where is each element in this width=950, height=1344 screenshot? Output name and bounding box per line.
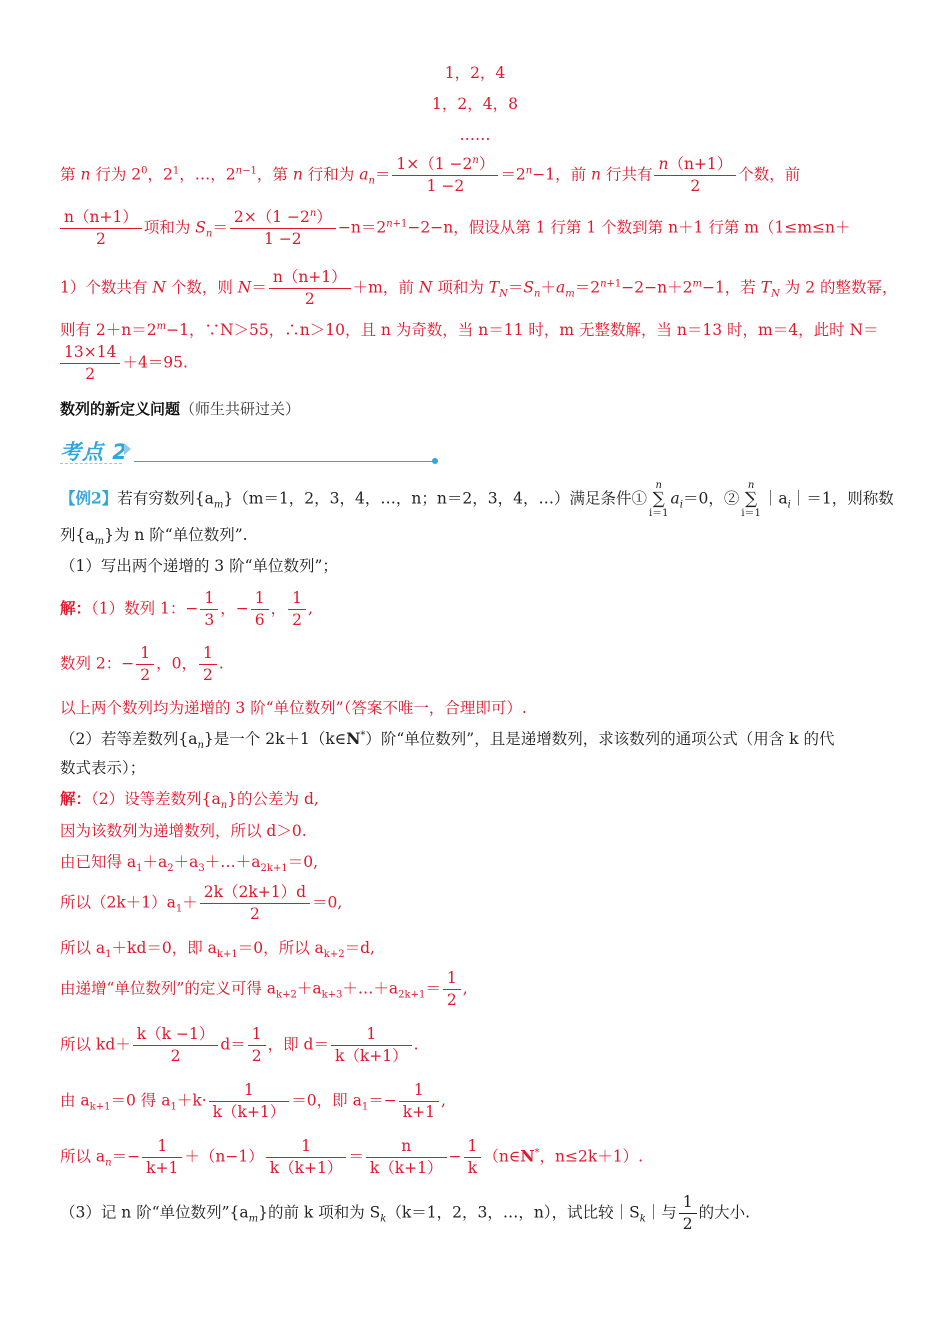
summation-1: n ∑ i＝1 [648,480,669,519]
fraction-1-6: $\frac{1}{6}$ [251,588,269,631]
fraction-count: $\frac{n(n+1)}{2}$ [654,154,736,197]
answer-2-line-6: 由递增“单位数列”的定义可得 $a_{k+2}+a_{k+3}+\dots+a_{2k+1}=$ $\frac{1}{2}$ , [60,969,468,1009]
solution-line-3: 1）个数共有 N 个数，则 N＝ $\frac{n(n+1)}{2}$ ＋m，前 N 项和为 $T_N=S_n+a_m=2^{n+1}-2-n+2^m-1$，若 $T_N$ 为 2 的整数幂， [60,268,898,308]
solution-line-1: 第 n 行为 $2^0$，$2^1$，…，$2^{n-1}$，第 n 行和为 $a_n=$ $\frac{1\times(1 -2^n)}{1 -2}$ $=2^n-1$，前 n 行共有 $\frac{n(n+1)}{2}$ 个数，前 [60,154,801,195]
answer-1-line-2: 数列 2：− $\frac{1}{2}$ ，0， $\frac{1}{2}$ . [60,644,224,684]
triangle-row-3: 1，2，4 [444,64,506,82]
solution-line-2: $\frac{n(n+1)}{2}$ 项和为 $S_n=$ $\frac{2\times(1 -2^n)}{1 -2}$ $-n=2^{n+1}-2-n$，假设从第 1 行第 1 个数到第 n＋1 行第 m（1≤m≤n＋ [60,207,892,250]
play-arrow-icon [124,443,131,455]
fraction-1-kk1: $\frac{1}{k(k+1)}$ [209,1080,290,1123]
fraction-1-2-a: $\frac{1}{2}$ [136,643,154,686]
fraction-k-k-1: $\frac{k(k -1)}{2}$ [133,1024,219,1067]
fraction-count-2: $\frac{n(n+1)}{2}$ [60,207,142,250]
kaodian-banner [60,434,440,470]
triangle-row-4: 1，2，4，8 [432,95,518,113]
fraction-half-1: $\frac{1}{2}$ [443,968,461,1011]
answer-2-line-4: 所以$(2k+1)a_1+$ $\frac{2k(2k+1)d}{2}$ ＝0, [60,883,343,923]
fraction-l9-4: $\frac{1}{k}$ [464,1136,482,1179]
fraction-d-value: $\frac{1}{k(k+1)}$ [331,1024,412,1067]
fraction-l9-2: $\frac{1}{k(k+1)}$ [266,1136,347,1179]
question-1: （1）写出两个递增的 3 阶“单位数列”； [60,557,338,575]
answer-2-line-1: 解：（2）设等差数列$\{a_n\}$的公差为 d, [60,789,319,812]
fraction-1-2-b: $\frac{1}{2}$ [199,643,217,686]
kaodian-label: 考点 2 [60,440,128,464]
fraction-N: $\frac{n(n+1)}{2}$ [269,267,351,310]
example-tag: 【例2】 [60,488,118,508]
answer-1-line-1: 解：（1）数列 1：− $\frac{1}{3}$ ，− $\frac{1}{6}$ ， $\frac{1}{2}$ , [60,589,313,629]
example-statement-line-2: 列$\{a_m\}$为 n 阶“单位数列”. [60,526,248,548]
question-2-line-2: 数式表示）； [60,759,146,777]
solution-line-4: 则有 $2+n=2^m-1$，∵N＞55，∴n＞10，且 n 为奇数，当 n＝11 时，m 无整数解，当 n＝13 时，m＝4，此时 N＝ [60,320,879,339]
answer-1-line-3: 以上两个数列均为递增的 3 阶“单位数列”（答案不唯一，合理即可）. [60,699,527,717]
solution-line-5: $\frac{13\times 14}{2}$ ＋4＝95. [60,342,892,385]
summation-2: n ∑ i＝1 [741,480,761,519]
question-2-line-1: （2）若等差数列$\{a_n\}$是一个 2k＋1（k∈N*）阶“单位数列”，且是递增数列，求该数列的通项公式（用含 k 的代 [60,729,835,752]
answer-2-line-9: 所以 $a_n=-$ $\frac{1}{k+1}$ ＋（n−1） $\frac{1}{k(k+1)}$ ＝ $\frac{n}{k(k+1)}$ − $\frac{1}{k}$ （n∈N*，n≤2k＋1）. [60,1137,644,1177]
fraction-half-2: $\frac{1}{2}$ [248,1024,266,1067]
fraction-1-3: $\frac{1}{3}$ [200,588,218,631]
kaodian-dot-icon [432,458,438,464]
fraction-half-q3: $\frac{1}{2}$ [679,1192,697,1235]
fraction-13x14: $\frac{13\times 14}{2}$ [60,342,120,385]
answer-2-line-2: 因为该数列为递增数列，所以 d＞0. [60,822,307,840]
example-statement-line-1: 【例2】若有穷数列$\{a_m\}(m=1$，2，3，4，…，n；n＝2，3，4，…）满足条件① n ∑ i＝1 $a_i=0$，② n ∑ i＝1 $|a_i|=1$，则称数 [60,480,894,519]
answer-2-line-7: 所以 kd＋ $\frac{k(k -1)}{2}$ d＝ $\frac{1}{2}$ ，即 d＝ $\frac{1}{k(k+1)}$ . [60,1025,419,1065]
answer-2-line-3: 由已知得 $a_1+a_2+a_3+\dots+a_{2k+1}=0$, [60,853,319,875]
fraction-sn: $\frac{2\times(1 -2^n)}{1 -2}$ [230,207,336,250]
fraction-l9-3: $\frac{n}{k(k+1)}$ [366,1136,447,1179]
fraction-an: $\frac{1\times(1 -2^n)}{1 -2}$ [392,154,498,197]
section-title: 数列的新定义问题（师生共研过关） [60,400,301,418]
answer-2-line-5: 所以 $a_1+kd=0$，即 $a_{k+1}=0$，所以 $a_{k+2}=d$, [60,939,375,961]
fraction-sum-d: $\frac{2k(2k+1)d}{2}$ [200,882,310,925]
kaodian-underline [60,463,122,464]
question-3: （3）记 n 阶“单位数列$”\{a_m\}$的前 k 项和为 $S_k(k=1$，2，3，…，n），试比较$|S_k|$与 $\frac{1}{2}$ 的大小. [60,1193,751,1233]
answer-2-line-8: 由 $a_{k+1}=0$ 得 $a_1+k\cdot$ $\frac{1}{k(k+1)}$ ＝0，即 $a_1=-$ $\frac{1}{k+1}$ , [60,1081,446,1121]
fraction-l9-1: $\frac{1}{k+1}$ [142,1136,182,1179]
kaodian-rule [134,461,434,462]
triangle-ellipsis: …… [459,126,491,144]
fraction-1-2: $\frac{1}{2}$ [288,588,306,631]
fraction-1-k1: $\frac{1}{k+1}$ [399,1080,439,1123]
